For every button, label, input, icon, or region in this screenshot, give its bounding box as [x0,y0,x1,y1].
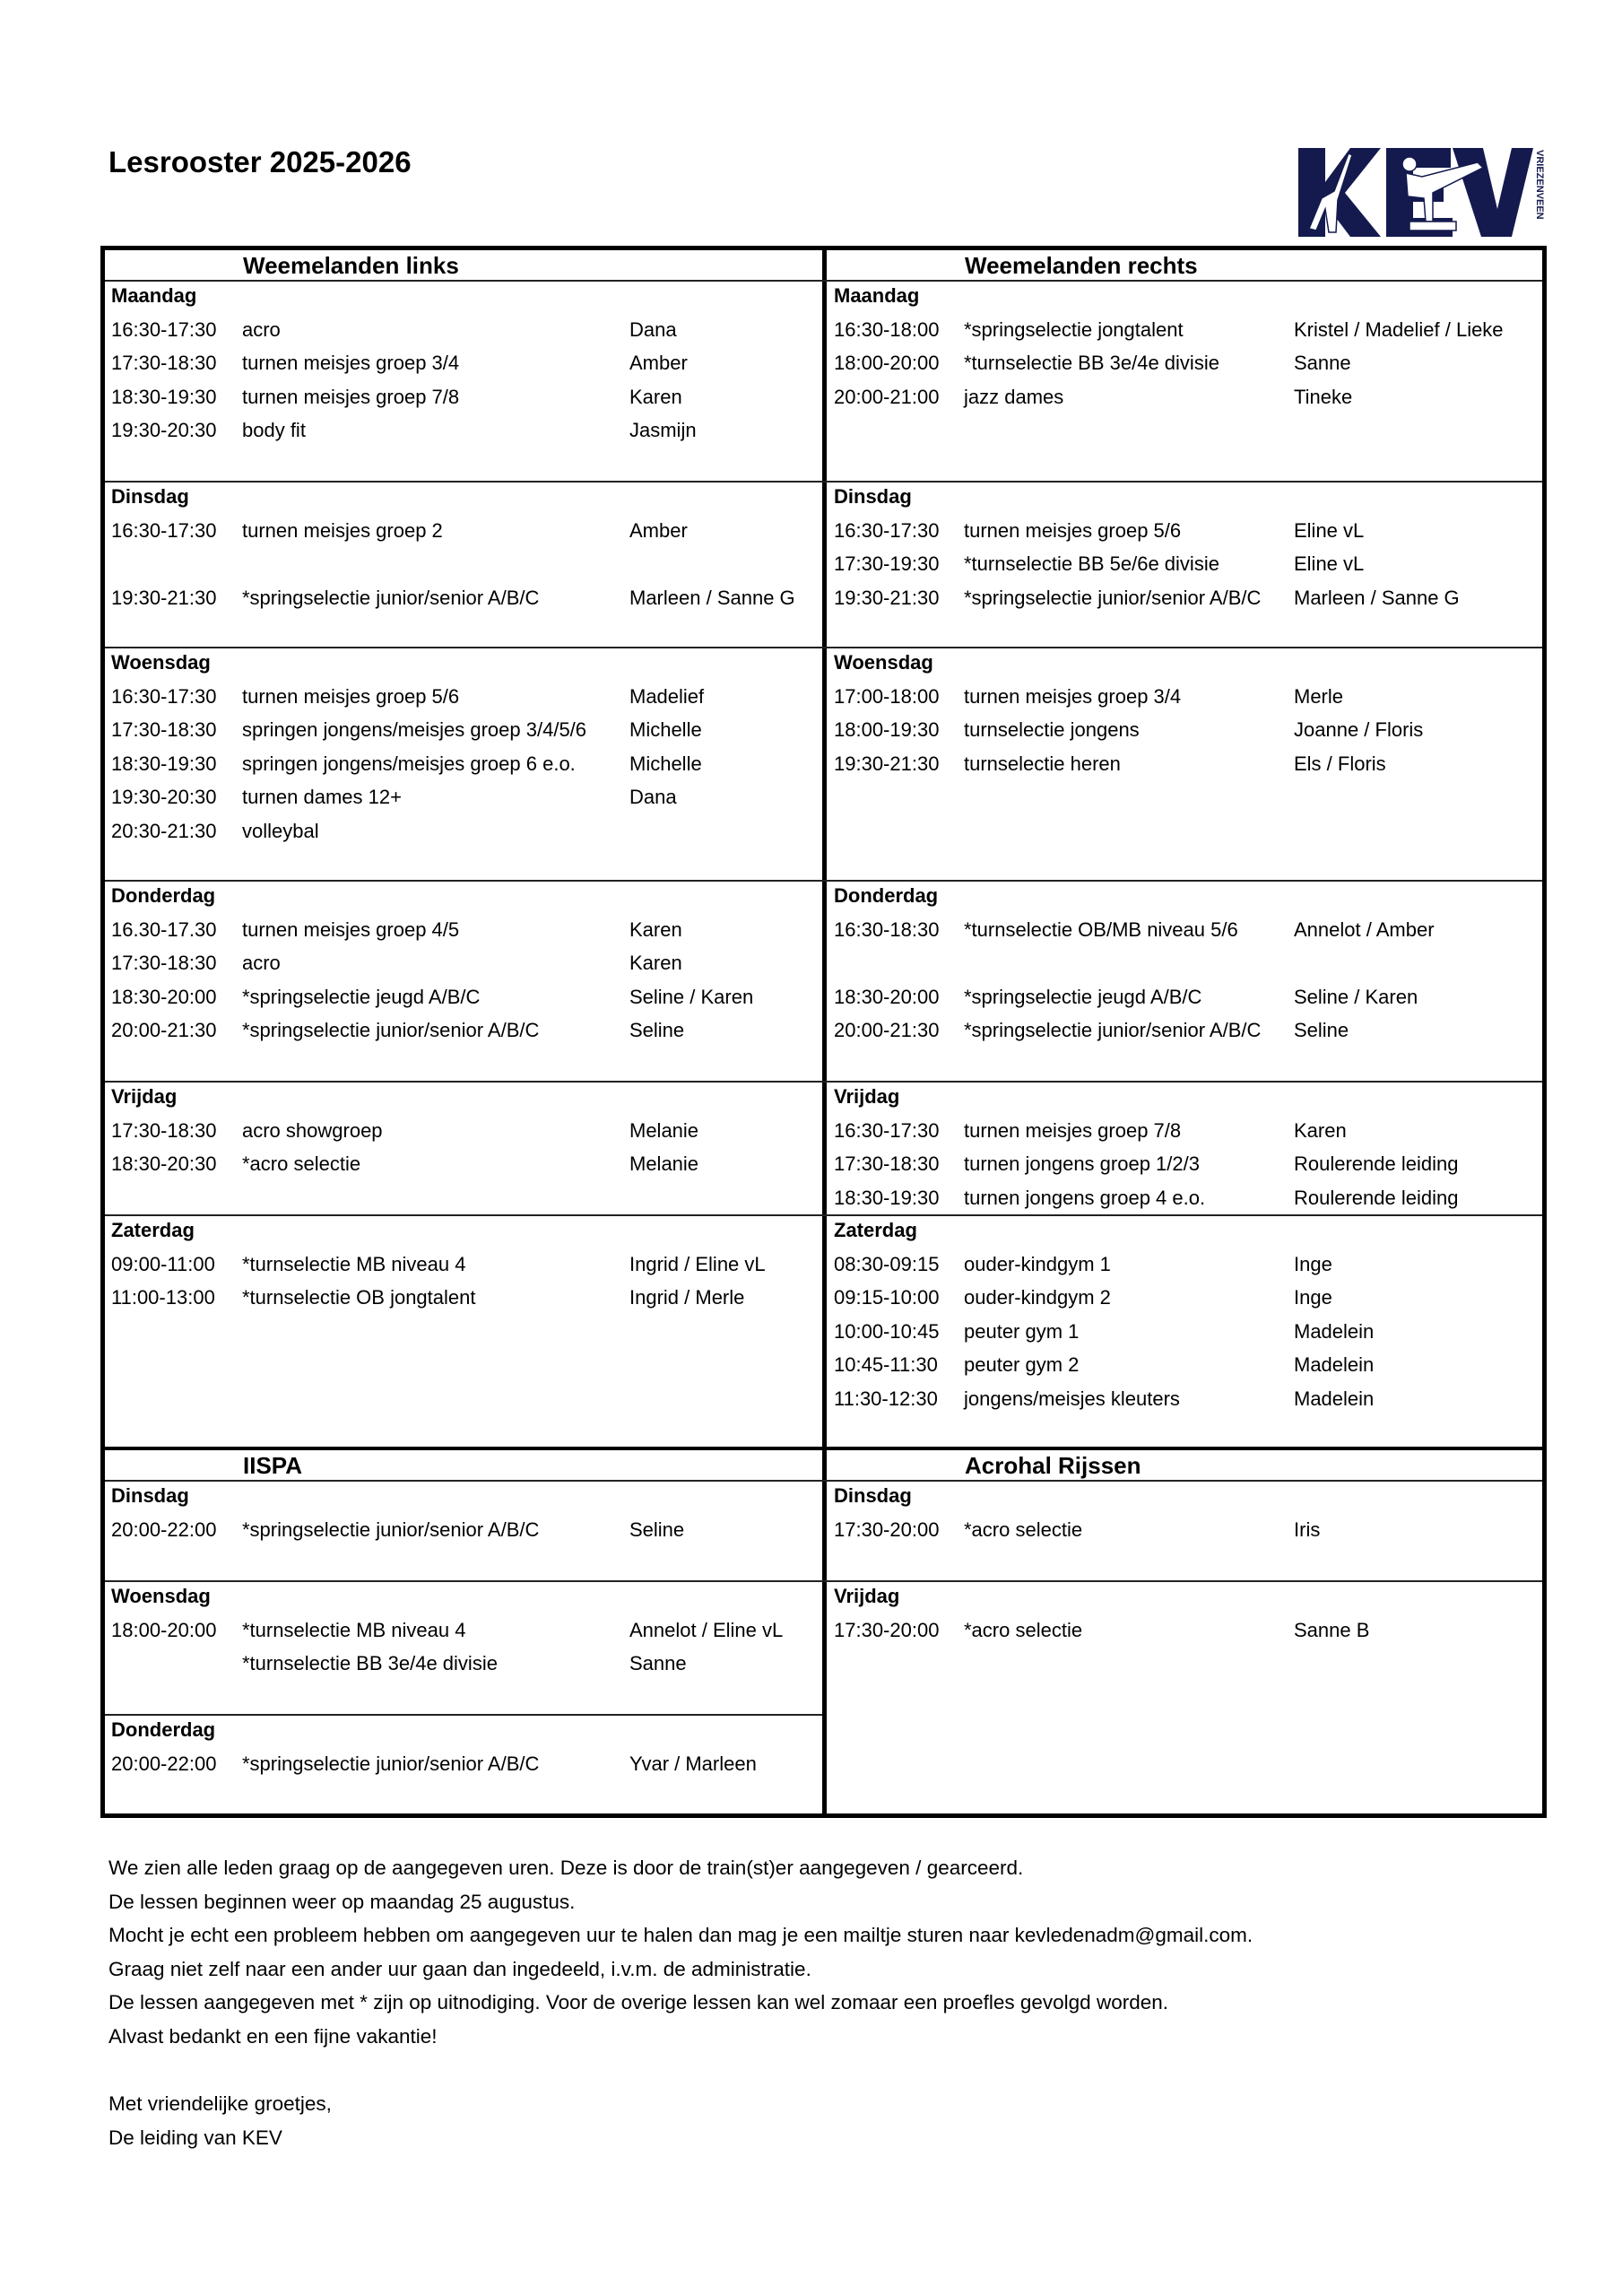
header-divider [105,280,1542,282]
section-divider [100,1447,1547,1450]
lesson-activity: turnen meisjes groep 2 [242,518,443,542]
lesson-activity: turnselectie jongens [964,718,1140,741]
lesson-activity: body fit [242,419,306,441]
lesson-time: 17:30-19:30 [834,552,940,575]
footer-line: Graag niet zelf naar een ander uur gaan dan ingedeeld, i.v.m. de administratie. [108,1957,811,1980]
day-label-dinsdag: Dinsdag [111,485,189,508]
lesson-time: 19:30-20:30 [111,786,217,808]
lesson-time: 18:30-20:30 [111,1152,217,1175]
lesson-activity: turnen meisjes groep 5/6 [964,518,1182,542]
lesson-activity: ouder-kindgym 1 [964,1252,1111,1275]
lesson-trainer: Seline [1294,1019,1349,1041]
day-label-dinsdag: Dinsdag [834,1484,912,1507]
footer-closing: Met vriendelijke groetjes, [108,2092,332,2116]
lesson-activity: turnen meisjes groep 3/4 [242,352,460,374]
lesson-time: 20:00-21:30 [111,1019,217,1041]
day-label-zaterdag: Zaterdag [834,1219,917,1241]
day-divider [105,1580,1542,1582]
location-header-iispa: IISPA [243,1452,302,1479]
day-divider [105,1714,822,1716]
lesson-activity: turnen meisjes groep 7/8 [242,385,460,408]
lesson-time: 08:30-09:15 [834,1252,940,1275]
lesson-time: 09:00-11:00 [111,1252,215,1275]
lesson-trainer: Melanie [629,1118,699,1142]
lesson-trainer: Jasmijn [629,419,697,441]
lesson-time: 17:00-18:00 [834,684,940,708]
lesson-trainer: Melanie [629,1152,699,1175]
lesson-trainer: Ingrid / Eline vL [629,1252,766,1275]
day-label-donderdag: Donderdag [111,884,216,907]
lesson-time: 17:30-20:00 [834,1518,940,1541]
lesson-trainer: Dana [629,786,677,808]
day-divider [105,880,1542,882]
day-label-vrijdag: Vrijdag [834,1085,900,1108]
lesson-activity: *turnselectie OB/MB niveau 5/6 [964,918,1238,941]
lesson-activity: peuter gym 1 [964,1319,1080,1343]
day-divider [105,481,1542,483]
lesson-trainer: Roulerende leiding [1294,1186,1459,1209]
lesson-trainer: Karen [1294,1118,1347,1142]
lesson-activity: *springselectie junior/senior A/B/C [964,1019,1262,1041]
lesson-activity: ouder-kindgym 2 [964,1286,1111,1309]
lesson-time: 20:00-22:00 [111,1752,217,1775]
lesson-trainer: Els / Floris [1294,752,1386,775]
header-divider [105,1480,1542,1482]
day-label-vrijdag: Vrijdag [834,1585,900,1607]
day-label-dinsdag: Dinsdag [111,1484,189,1507]
lesson-activity: volleybal [242,819,319,842]
lesson-activity: *acro selectie [242,1152,361,1175]
lesson-activity: turnen dames 12+ [242,786,402,808]
page-title: Lesrooster 2025-2026 [108,145,412,178]
lesson-time: 17:30-18:30 [834,1152,940,1175]
lesson-trainer: Roulerende leiding [1294,1152,1459,1175]
lesson-trainer: Tineke [1294,385,1353,408]
day-divider [105,647,1542,648]
lesson-trainer: Madelein [1294,1353,1375,1376]
day-divider [105,1081,1542,1083]
lesson-time: 09:15-10:00 [834,1286,940,1309]
lesson-trainer: Seline [629,1019,685,1041]
lesson-activity: springen jongens/meisjes groep 6 e.o. [242,752,576,775]
lesson-activity: jazz dames [964,385,1064,408]
svg-text:VRIEZENVEEN: VRIEZENVEEN [1534,150,1545,220]
lesson-time: 20:00-22:00 [111,1518,217,1541]
lesson-time: 16:30-17:30 [111,317,217,341]
lesson-trainer: Amber [629,352,688,374]
lesson-time: 16:30-17:30 [834,1118,940,1142]
lesson-time: 17:30-20:00 [834,1618,940,1641]
lesson-trainer: Dana [629,317,677,341]
lesson-time: 20:00-21:00 [834,385,940,408]
lesson-trainer: Merle [1294,684,1344,708]
day-divider [105,1214,1542,1216]
day-label-maandag: Maandag [834,284,920,307]
footer-line: Mocht je echt een probleem hebben om aangegeven uur te halen dan mag je een mailtje sturen naar kevledenadm@gmail.com. [108,1924,1253,1947]
lesson-trainer: Marleen / Sanne G [629,586,795,609]
lesson-trainer: Annelot / Amber [1294,918,1435,941]
lesson-activity: acro [242,317,281,341]
location-header-acrohal-rijssen: Acrohal Rijssen [965,1452,1141,1479]
footer-line: Alvast bedankt en een fijne vakantie! [108,2024,438,2048]
lesson-trainer: Madelein [1294,1319,1375,1343]
lesson-time: 17:30-18:30 [111,718,217,741]
lesson-time: 11:00-13:00 [111,1286,215,1309]
lesson-activity: *springselectie jongtalent [964,317,1184,341]
lesson-time: 16:30-17:30 [111,684,217,708]
lesson-activity: turnen meisjes groep 5/6 [242,684,460,708]
lesson-activity: *springselectie junior/senior A/B/C [964,586,1262,609]
lesson-trainer: Sanne B [1294,1618,1370,1641]
lesson-time: 18:30-20:00 [834,985,940,1008]
lesson-activity: *springselectie junior/senior A/B/C [242,586,540,609]
lesson-trainer: Joanne / Floris [1294,718,1424,741]
location-header-weemelanden-links: Weemelanden links [243,252,459,279]
lesson-activity: *turnselectie BB 3e/4e divisie [242,1652,498,1674]
lesson-activity: acro [242,952,281,974]
footer-line: De lessen aangegeven met * zijn op uitnodiging. Voor de overige lessen kan wel zomaar een proefles gevolgd worden. [108,1991,1168,2014]
lesson-trainer: Marleen / Sanne G [1294,586,1460,609]
lesson-trainer: Sanne [629,1652,687,1674]
lesson-trainer: Madelief [629,684,705,708]
lesson-trainer: Karen [629,952,682,974]
lesson-time: 18:00-20:00 [111,1618,217,1641]
lesson-time: 16:30-17:30 [111,518,217,542]
lesson-time: 16:30-17:30 [834,518,940,542]
lesson-time: 18:30-19:30 [111,752,217,775]
day-label-vrijdag: Vrijdag [111,1085,178,1108]
footer-signature: De leiding van KEV [108,2126,282,2149]
lesson-activity: *springselectie junior/senior A/B/C [242,1019,540,1041]
footer-line: De lessen beginnen weer op maandag 25 augustus. [108,1890,576,1913]
lesson-activity: turnen jongens groep 4 e.o. [964,1186,1206,1209]
lesson-time: 17:30-18:30 [111,1118,217,1142]
lesson-activity: peuter gym 2 [964,1353,1080,1376]
day-label-woensdag: Woensdag [111,1585,211,1607]
lesson-time: 18:00-20:00 [834,352,940,374]
lesson-time: 16:30-18:30 [834,918,940,941]
location-header-weemelanden-rechts: Weemelanden rechts [965,252,1198,279]
lesson-activity: turnen meisjes groep 3/4 [964,684,1182,708]
lesson-activity: turnselectie heren [964,752,1121,775]
lesson-activity: turnen meisjes groep 4/5 [242,918,460,941]
lesson-activity: *springselectie junior/senior A/B/C [242,1752,540,1775]
lesson-trainer: Karen [629,385,682,408]
lesson-activity: *turnselectie BB 3e/4e divisie [964,352,1219,374]
lesson-trainer: Amber [629,518,688,542]
day-label-donderdag: Donderdag [111,1718,216,1741]
lesson-trainer: Michelle [629,718,702,741]
lesson-time: 16.30-17.30 [111,918,217,941]
lesson-time: 18:30-20:00 [111,985,217,1008]
day-label-maandag: Maandag [111,284,197,307]
footer-notes [108,1851,1253,2154]
lesson-trainer: Karen [629,918,682,941]
lesson-activity: turnen meisjes groep 7/8 [964,1118,1182,1142]
lesson-time: 16:30-18:00 [834,317,940,341]
lesson-trainer: Kristel / Madelief / Lieke [1294,317,1504,341]
lesson-time: 18:30-19:30 [111,385,217,408]
lesson-activity: turnen jongens groep 1/2/3 [964,1152,1200,1175]
lesson-time: 10:45-11:30 [834,1353,938,1376]
lesson-trainer: Madelein [1294,1387,1375,1410]
lesson-activity: *turnselectie BB 5e/6e divisie [964,552,1219,575]
lesson-activity: jongens/meisjes kleuters [964,1387,1180,1410]
kev-logo-icon [1298,146,1548,239]
lesson-activity: *turnselectie OB jongtalent [242,1286,476,1309]
lesson-time: 20:30-21:30 [111,819,217,842]
day-label-woensdag: Woensdag [111,651,211,674]
lesson-time: 19:30-21:30 [834,586,940,609]
lesson-trainer: Iris [1294,1518,1321,1541]
day-label-woensdag: Woensdag [834,651,933,674]
lesson-trainer: Eline vL [1294,552,1365,575]
lesson-time: 20:00-21:30 [834,1019,940,1041]
day-label-donderdag: Donderdag [834,884,939,907]
lesson-activity: *springselectie jeugd A/B/C [964,985,1202,1008]
lesson-trainer: Seline / Karen [1294,985,1418,1008]
lesson-activity: springen jongens/meisjes groep 3/4/5/6 [242,718,587,741]
lesson-time: 11:30-12:30 [834,1387,938,1410]
lesson-time: 18:30-19:30 [834,1186,940,1209]
lesson-trainer: Seline / Karen [629,985,754,1008]
lesson-trainer: Yvar / Marleen [629,1752,757,1775]
lesson-time: 18:00-19:30 [834,718,940,741]
footer-line: We zien alle leden graag op de aangegeven uren. Deze is door de train(st)er aangegeven / gearceerd. [108,1857,1024,1879]
lesson-trainer: Seline [629,1518,685,1541]
lesson-trainer: Inge [1294,1252,1332,1275]
lesson-time: 19:30-20:30 [111,419,217,441]
lesson-trainer: Eline vL [1294,518,1365,542]
lesson-trainer: Ingrid / Merle [629,1286,745,1309]
day-label-dinsdag: Dinsdag [834,485,912,508]
lesson-time: 19:30-21:30 [834,752,940,775]
lesson-time: 17:30-18:30 [111,952,217,974]
lesson-trainer: Annelot / Eline vL [629,1618,784,1641]
lesson-trainer: Michelle [629,752,702,775]
lesson-trainer: Sanne [1294,352,1351,374]
lesson-activity: *turnselectie MB niveau 4 [242,1252,466,1275]
lesson-activity: *acro selectie [964,1618,1083,1641]
lesson-time: 10:00-10:45 [834,1319,940,1343]
lesson-activity: *springselectie jeugd A/B/C [242,985,481,1008]
lesson-activity: *turnselectie MB niveau 4 [242,1618,466,1641]
lesson-activity: acro showgroep [242,1118,383,1142]
lesson-activity: *springselectie junior/senior A/B/C [242,1518,540,1541]
lesson-time: 17:30-18:30 [111,352,217,374]
lesson-time: 19:30-21:30 [111,586,217,609]
day-label-zaterdag: Zaterdag [111,1219,195,1241]
lesson-trainer: Inge [1294,1286,1332,1309]
lesson-activity: *acro selectie [964,1518,1083,1541]
